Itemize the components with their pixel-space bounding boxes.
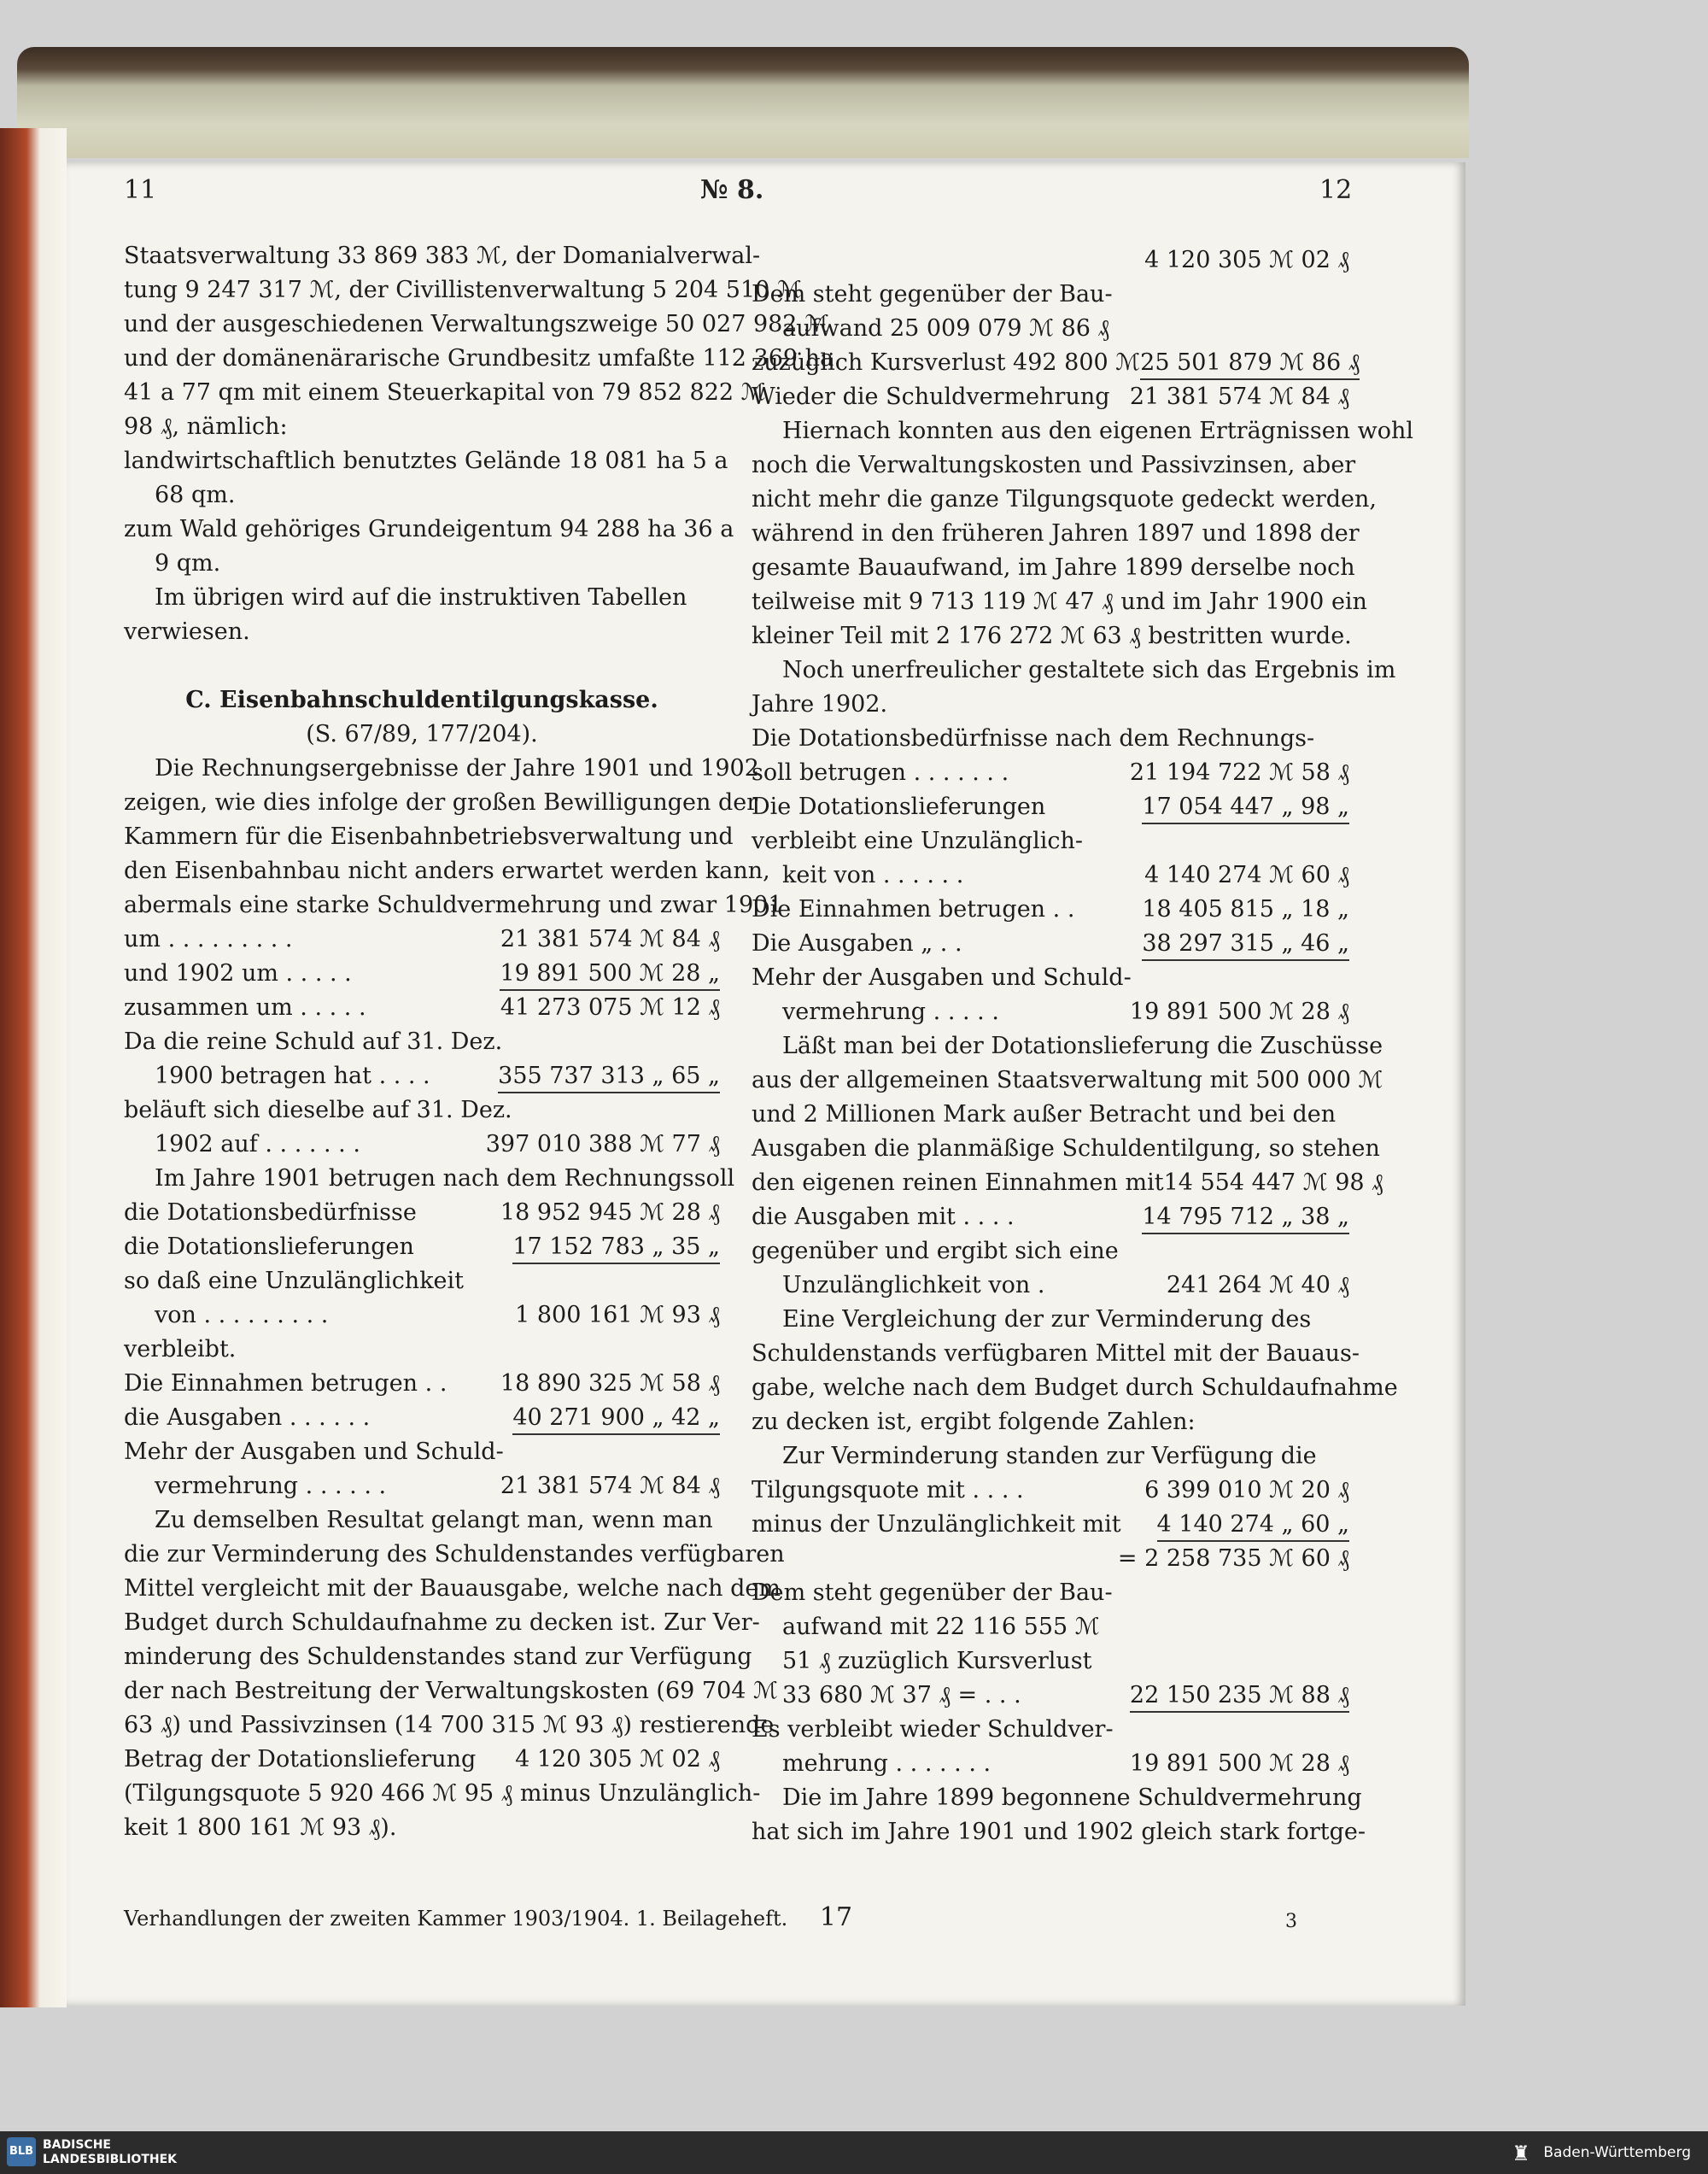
row-amount: 38 297 315 „ 46 „ [1142, 927, 1349, 961]
text-line: Dem steht gegenüber der Bau- [752, 281, 1113, 308]
state-name: Baden-Württemberg [1543, 2144, 1691, 2161]
blb-logo: BLB [7, 2137, 36, 2166]
text-line: Im übrigen wird auf die instruktiven Tabellen [155, 584, 687, 611]
table-row [752, 1474, 1349, 1508]
text-line: Die Rechnungsergebnisse der Jahre 1901 und 1902 [155, 755, 759, 782]
row-amount: 19 891 500 ℳ 28 „ [500, 957, 720, 991]
table-row [124, 991, 720, 1025]
text-line: Ausgaben die planmäßige Schuldentilgung, so stehen [752, 1135, 1380, 1162]
text-line: während in den früheren Jahren 1897 und 1898 der [752, 520, 1360, 547]
table-row [124, 1230, 720, 1264]
state-crest-icon: ♜ [1512, 2142, 1530, 2165]
row-amount: 41 273 075 ℳ 12 ₰ [500, 994, 720, 1021]
row-amount: 4 120 305 ℳ 02 ₰ [515, 1746, 720, 1773]
row-label: von . . . . . . . . . [155, 1302, 329, 1328]
row-amount: 21 194 722 ℳ 58 ₰ [1129, 759, 1349, 786]
page-number-left: 11 [124, 175, 157, 205]
table-row [124, 1401, 720, 1435]
row-amount: 6 399 010 ℳ 20 ₰ [1144, 1477, 1349, 1503]
table-row [752, 1166, 1383, 1200]
text-line: teilweise mit 9 713 119 ℳ 47 ₰ und im Jahr 1900 ein [752, 589, 1367, 615]
text-line: aufwand 25 009 079 ℳ 86 ₰ [782, 315, 1110, 342]
row-amount: 4 140 274 „ 60 „ [1157, 1508, 1350, 1542]
library-name [43, 2138, 177, 2167]
row-label: minus der Unzulänglichkeit mit [752, 1511, 1121, 1538]
text-line: 41 a 77 qm mit einem Steuerkapital von 79 852 822 ℳ [124, 379, 766, 406]
row-label: 1902 auf . . . . . . . [155, 1131, 360, 1157]
text-line: aus der allgemeinen Staatsverwaltung mit 500 000 ℳ [752, 1067, 1383, 1093]
table-row [124, 923, 720, 957]
text-line: so daß eine Unzulänglichkeit [124, 1268, 465, 1294]
row-amount: 17 152 783 „ 35 „ [512, 1230, 720, 1264]
text-line: minderung des Schuldenstandes stand zur Verfügung [124, 1644, 752, 1670]
text-line: kleiner Teil mit 2 176 272 ℳ 63 ₰ bestritten wurde. [752, 623, 1352, 649]
text-line: Zu demselben Resultat gelangt man, wenn man [155, 1507, 713, 1533]
row-amount: 21 381 574 ℳ 84 ₰ [500, 1473, 720, 1499]
table-row [124, 1128, 720, 1162]
row-label: Tilgungsquote mit . . . . [752, 1477, 1024, 1503]
text-line: Eine Vergleichung der zur Verminderung des [782, 1306, 1312, 1333]
text-line: tung 9 247 317 ℳ, der Civillistenverwaltung 5 204 510 ℳ [124, 277, 802, 303]
footer-text: Verhandlungen der zweiten Kammer 1903/1904. 1. Beilageheft. [124, 1907, 788, 1931]
text-line: keit 1 800 161 ℳ 93 ₰). [124, 1814, 397, 1841]
signature-mark: 3 [1285, 1911, 1297, 1932]
text-line: Da die reine Schuld auf 31. Dez. [124, 1028, 503, 1055]
row-label: Die Einnahmen betrugen . . [752, 896, 1075, 923]
row-label: um . . . . . . . . . [124, 926, 293, 952]
row-label: zusammen um . . . . . [124, 994, 366, 1021]
table-row [752, 756, 1349, 790]
row-label: Betrag der Dotationslieferung [124, 1746, 477, 1773]
table-row [752, 380, 1349, 414]
text-line: den Eisenbahnbau nicht anders erwartet werden kann, [124, 858, 770, 884]
table-row [124, 1469, 720, 1503]
row-amount: 18 890 325 ℳ 58 ₰ [500, 1370, 720, 1397]
row-label: mehrung . . . . . . . [782, 1750, 991, 1777]
text-line: noch die Verwaltungskosten und Passivzinsen, aber [752, 452, 1356, 478]
text-line: Noch unerfreulicher gestaltete sich das Ergebnis im [782, 657, 1396, 683]
text-line: hat sich im Jahre 1901 und 1902 gleich stark fortge- [752, 1819, 1366, 1845]
footer-line [124, 1901, 978, 1936]
text-line: Staatsverwaltung 33 869 383 ℳ, der Domanialverwal- [124, 243, 761, 269]
text-line: 51 ₰ zuzüglich Kursverlust [782, 1648, 1092, 1674]
row-label: Die Ausgaben „ . . [752, 930, 962, 957]
text-line: Es verbleibt wieder Schuldver- [752, 1716, 1114, 1743]
text-line: Schuldenstands verfügbaren Mittel mit der Bauaus- [752, 1340, 1360, 1367]
right-column [752, 243, 1414, 1849]
text-line: verbleibt eine Unzulänglich- [752, 828, 1084, 854]
text-line: 98 ₰, nämlich: [124, 413, 288, 440]
text-line: 63 ₰) und Passivzinsen (14 700 315 ℳ 93 ₰) restierende [124, 1712, 775, 1738]
text-line: 9 qm. [155, 550, 221, 577]
table-row [124, 1298, 720, 1333]
text-line: Mehr der Ausgaben und Schuld- [752, 964, 1132, 991]
row-amount: 4 120 305 ℳ 02 ₰ [1144, 247, 1349, 273]
row-amount: 25 501 879 ℳ 86 ₰ [1140, 346, 1360, 380]
text-line: zum Wald gehöriges Grundeigentum 94 288 ha 36 a [124, 516, 734, 542]
row-amount: 1 800 161 ℳ 93 ₰ [515, 1302, 720, 1328]
table-row [752, 1269, 1349, 1303]
row-amount: 355 737 313 „ 65 „ [498, 1059, 720, 1093]
section-heading: C. Eisenbahnschuldentilgungskasse. [185, 687, 658, 713]
row-amount: 4 140 274 ℳ 60 ₰ [1144, 862, 1349, 888]
table-row [752, 858, 1349, 893]
table-row [124, 957, 720, 991]
table-row [752, 927, 1349, 961]
text-line: zu decken ist, ergibt folgende Zahlen: [752, 1409, 1196, 1435]
row-label: die Ausgaben . . . . . . [124, 1404, 371, 1431]
row-label: die Dotationslieferungen [124, 1233, 414, 1260]
row-amount: 397 010 388 ℳ 77 ₰ [485, 1131, 720, 1157]
row-label: Unzulänglichkeit von . [782, 1272, 1045, 1298]
library-name-line1: BADISCHE [43, 2138, 111, 2152]
text-line: gegenüber und ergibt sich eine [752, 1238, 1119, 1264]
text-line: Die im Jahre 1899 begonnene Schuldvermehrung [782, 1784, 1362, 1811]
library-name-line2: LANDESBIBLIOTHEK [43, 2153, 178, 2166]
row-amount: 14 554 447 ℳ 98 ₰ [1163, 1169, 1383, 1196]
text-line: Die Dotationsbedürfnisse nach dem Rechnungs- [752, 725, 1315, 752]
issue-number: № 8. [700, 175, 764, 205]
text-line: Budget durch Schuldaufnahme zu decken ist. Zur Ver- [124, 1609, 760, 1636]
text-line: verwiesen. [124, 618, 250, 645]
text-line: Zur Verminderung standen zur Verfügung die [782, 1443, 1317, 1469]
text-line: Im Jahre 1901 betrugen nach dem Rechnungssoll [155, 1165, 735, 1192]
text-line: gabe, welche nach dem Budget durch Schuldaufnahme [752, 1374, 1398, 1401]
text-line: Kammern für die Eisenbahnbetriebsverwaltung und [124, 823, 734, 850]
text-line: Mittel vergleicht mit der Bauausgabe, welche nach dem [124, 1575, 781, 1602]
row-amount: = 2 258 735 ℳ 60 ₰ [1117, 1545, 1349, 1572]
text-line: 68 qm. [155, 482, 236, 508]
page-number-right: 12 [1319, 175, 1353, 205]
table-row [752, 790, 1349, 824]
book-top-edge [17, 47, 1469, 158]
text-line: (Tilgungsquote 5 920 466 ℳ 95 ₰ minus Unzulänglich- [124, 1780, 761, 1807]
text-line: gesamte Bauaufwand, im Jahre 1899 derselbe noch [752, 554, 1355, 581]
row-label: vermehrung . . . . . . [155, 1473, 387, 1499]
text-line [124, 649, 720, 683]
row-label: die Dotationsbedürfnisse [124, 1199, 417, 1226]
row-label: Die Einnahmen betrugen . . [124, 1370, 447, 1397]
text-line: verbleibt. [124, 1336, 237, 1362]
row-amount: 40 271 900 „ 42 „ [512, 1401, 720, 1435]
row-amount: 22 150 235 ℳ 88 ₰ [1130, 1679, 1349, 1713]
table-row [752, 346, 1360, 380]
row-amount: 18 405 815 „ 18 „ [1142, 896, 1349, 923]
row-label: den eigenen reinen Einnahmen mit [752, 1169, 1164, 1196]
row-label: vermehrung . . . . . [782, 999, 999, 1025]
table-row [124, 1367, 720, 1401]
row-amount: 19 891 500 ℳ 28 ₰ [1129, 1750, 1349, 1777]
footer-page-num: 17 [819, 1902, 853, 1932]
row-amount: 17 054 447 „ 98 „ [1142, 790, 1349, 824]
table-row [124, 1059, 720, 1093]
table-row [752, 893, 1349, 927]
book-spine-edge [0, 128, 67, 2007]
row-label: soll betrugen . . . . . . . [752, 759, 1009, 786]
row-amount: 21 381 574 ℳ 84 ₰ [500, 926, 720, 952]
table-row [124, 1743, 720, 1777]
table-row [752, 1542, 1349, 1576]
table-row [752, 995, 1349, 1029]
row-label: zuzüglich Kursverlust 492 800 ℳ [752, 349, 1141, 376]
row-label: und 1902 um . . . . . [124, 960, 352, 987]
row-amount: 241 264 ℳ 40 ₰ [1166, 1272, 1349, 1298]
table-row [752, 1508, 1349, 1542]
row-label: Die Dotationslieferungen [752, 794, 1046, 820]
text-line: zeigen, wie dies infolge der großen Bewilligungen der [124, 789, 758, 816]
row-amount: 19 891 500 ℳ 28 ₰ [1129, 999, 1349, 1025]
text-line: und der ausgeschiedenen Verwaltungszweige 50 027 982 ℳ [124, 311, 829, 337]
table-row [752, 1200, 1349, 1234]
row-label: Wieder die Schuldvermehrung [752, 384, 1110, 410]
text-line: abermals eine starke Schuldvermehrung und zwar 1901 [124, 892, 783, 918]
text-line: und der domänenärarische Grundbesitz umfaßte 112 369 ha [124, 345, 834, 372]
text-line: (S. 67/89, 177/204). [306, 721, 538, 747]
table-row [752, 243, 1349, 278]
text-line: der nach Bestreitung der Verwaltungskosten (69 704 ℳ [124, 1678, 778, 1704]
row-label: keit von . . . . . . [782, 862, 964, 888]
row-label: 1900 betragen hat . . . . [155, 1063, 430, 1089]
row-amount: 14 795 712 „ 38 „ [1142, 1200, 1349, 1234]
text-line: Mehr der Ausgaben und Schuld- [124, 1439, 504, 1465]
text-line: aufwand mit 22 116 555 ℳ [782, 1614, 1100, 1640]
bottom-bar [0, 2131, 1708, 2174]
row-label: 33 680 ℳ 37 ₰ = . . . [782, 1682, 1021, 1708]
table-row [752, 1747, 1349, 1781]
row-label: die Ausgaben mit . . . . [752, 1204, 1015, 1230]
table-row [124, 1196, 720, 1230]
row-amount: 18 952 945 ℳ 28 ₰ [500, 1199, 720, 1226]
text-line: Jahre 1902. [752, 691, 888, 718]
text-line: Hiernach konnten aus den eigenen Erträgnissen wohl [782, 418, 1414, 444]
text-line: und 2 Millionen Mark außer Betracht und bei den [752, 1101, 1337, 1128]
row-amount: 21 381 574 ℳ 84 ₰ [1129, 384, 1349, 410]
text-line: Dem steht gegenüber der Bau- [752, 1579, 1113, 1606]
text-line: landwirtschaftlich benutztes Gelände 18 081 ha 5 a [124, 448, 728, 474]
text-line: Läßt man bei der Dotationslieferung die Zuschüsse [782, 1033, 1383, 1059]
text-line: die zur Verminderung des Schuldenstandes verfügbaren [124, 1541, 785, 1568]
table-row [752, 1679, 1349, 1713]
text-line: nicht mehr die ganze Tilgungsquote gedeckt werden, [752, 486, 1377, 513]
text-line: beläuft sich dieselbe auf 31. Dez. [124, 1097, 512, 1123]
